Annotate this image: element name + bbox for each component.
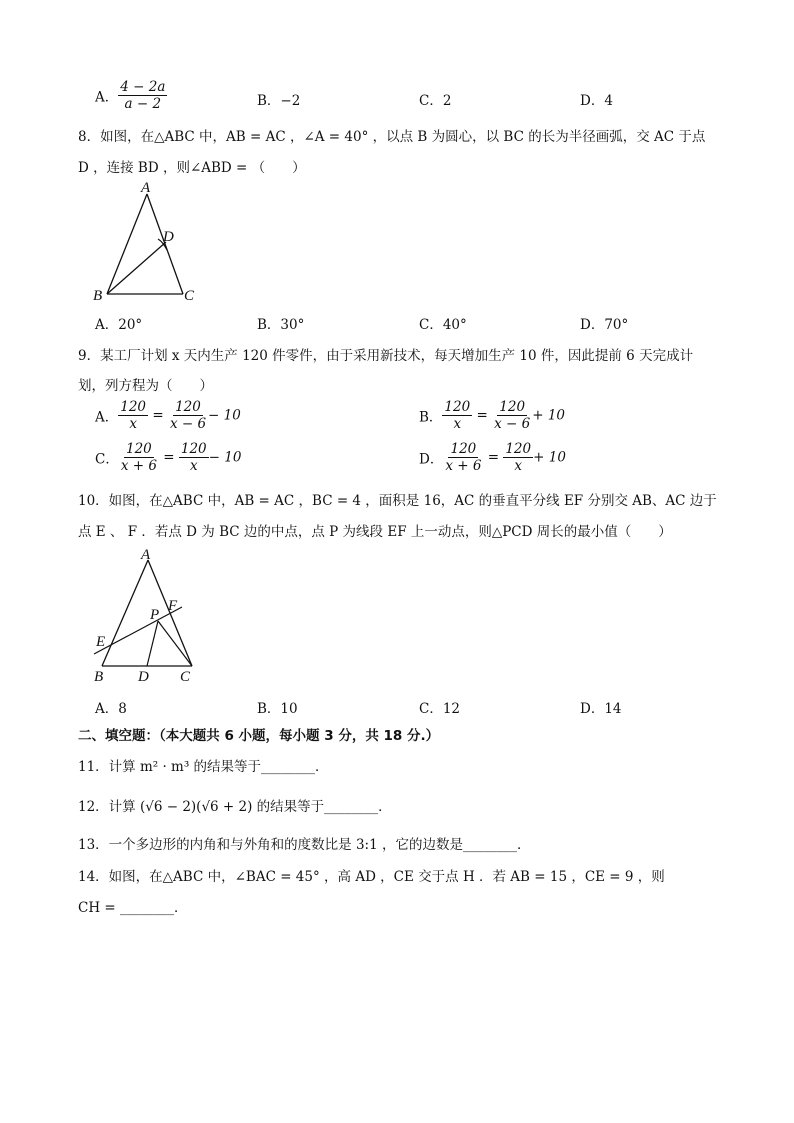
q9-option-c-n2: 120 [180,441,207,457]
q9-option-a-d2: x − 6 [169,416,207,433]
q9-option-b-label: B． [419,409,443,426]
q8-label-d: D [163,229,174,245]
q10-option-d: D．14 [580,701,622,717]
q9-option-b-d1: x [453,416,462,433]
q9-option-b-n2: 120 [499,399,526,415]
q11-stem: 11．计算 m² · m³ 的结果等于________． [78,759,329,775]
q9-option-c-frac2 [179,442,209,473]
q8-label-c: C [184,288,195,304]
q7-option-a [95,80,167,111]
q9-option-d-frac1 [443,442,483,473]
q9-stem-line2: 划，列方程为（ ） [78,378,213,394]
q10-side-ab [102,560,148,666]
q10-figure [88,544,218,684]
q9-option-d-d2: x [514,458,523,475]
q9-option-d-n2: 120 [505,441,532,457]
section-heading-fill-in: 二、填空题：（本大题共 6 小题，每小题 3 分，共 18 分.） [78,728,440,744]
q9-option-c-label: C． [95,451,119,468]
q8-option-d: D．70° [580,317,629,333]
q7-option-a-denominator: a − 2 [124,96,162,113]
q9-stem-line1: 9．某工厂计划 x 天内生产 120 件零件，由于采用新技术，每天增加生产 10 件，因此提前 6 天完成计 [78,348,694,364]
q8-figure [88,178,213,306]
q9-option-b-tail: + 10 [532,407,565,424]
q9-option-b-frac1 [442,400,472,431]
q10-label-f: F [168,598,178,614]
q9-option-d-n1: 120 [450,441,477,457]
q9-option-d: D． $\frac{120}{x + 6}$ = $\frac{120}{x}$ + 10 [419,441,566,475]
q8-stem-line2: D ，连接 BD ，则∠ABD = （ ） [78,160,306,176]
q9-option-c: C． $\frac{120}{x + 6}$ = $\frac{120}{x}$ − 10 [95,441,242,475]
q9-option-a-n1: 120 [120,399,147,415]
q9-option-b-d2: x − 6 [494,416,531,433]
q9-option-a-frac2 [168,400,208,431]
q9-option-b-frac2 [492,400,532,431]
q8-segment-bd [107,242,166,294]
q9-option-c-d2: x [189,458,198,475]
q12-stem: 12．计算 (√6 − 2)(√6 + 2) 的结果等于________． [78,799,392,815]
q9-option-d-frac2 [503,442,533,473]
q8-option-c: C．40° [419,317,467,333]
q9-option-a-n2: 120 [175,399,201,415]
q7-option-a-label: A． [95,89,119,106]
q10-label-p: P [150,607,160,623]
q9-option-a-tail: − 10 [208,407,241,424]
q8-label-b: B [93,288,103,304]
q10-option-a: A．8 [95,701,127,717]
q9-option-d-tail: + 10 [533,449,566,466]
q10-label-c: C [180,669,191,684]
q10-label-a: A [141,547,151,563]
q9-option-a-label: A． [95,409,119,426]
q8-option-a: A．20° [95,317,143,333]
q9-option-b: B． $\frac{120}{x}$ = $\frac{120}{x - 6}$ + 10 [419,399,565,433]
q10-segment-pc [158,621,192,666]
q8-option-b: B．30° [257,317,305,333]
q10-label-b: B [94,669,104,684]
q7-option-a-fraction [118,80,167,111]
q9-option-c-d1: x + 6 [120,458,157,475]
q8-stem-line1: 8．如图，在△ABC 中，AB = AC ，∠A = 40° ，以点 B 为圆心，以 BC 的长为半径画弧，交 AC 于点 [78,129,706,145]
q9-option-b-n1: 120 [444,399,471,415]
q7-option-b: B．−2 [257,93,301,109]
q9-option-a: A． $\frac{120}{x}$ = $\frac{120}{x - 6}$ − 10 [95,399,241,433]
q10-label-e: E [96,634,106,650]
q9-option-c-tail: − 10 [208,449,242,466]
q10-option-c: C．12 [419,701,461,717]
q9-option-d-label: D． [419,451,444,468]
q10-label-d: D [138,669,149,684]
q10-segment-pd [147,621,158,666]
q7-option-a-numerator: 4 − 2a [120,79,166,95]
q13-stem: 13．一个多边形的内角和与外角和的度数比是 3:1 ，它的边数是________． [78,837,531,853]
q9-option-d-d1: x + 6 [445,458,482,475]
q9-option-a-d1: x [129,416,137,433]
q8-label-a: A [141,180,151,196]
q14-stem-line2: CH = ________． [78,900,188,916]
q8-side-ab [107,194,147,294]
q10-stem-line2: 点 E 、 F ．若点 D 为 BC 边的中点，点 P 为线段 EF 上一动点，则△PCD 周长的最小值（ ） [78,524,672,540]
q9-option-c-n1: 120 [126,441,152,457]
q10-option-b: B．10 [257,701,298,717]
q14-stem-line1: 14．如图，在△ABC 中，∠BAC = 45° ，高 AD ，CE 交于点 H ．若 AB = 15 ，CE = 9 ，则 [78,869,665,885]
q10-line-ef [94,607,182,654]
q10-stem-line1: 10．如图，在△ABC 中，AB = AC ，BC = 4 ，面积是 16，AC 的垂直平分线 EF 分别交 AB、AC 边于 [78,493,717,509]
q7-option-c: C．2 [419,93,452,109]
q7-option-d: D．4 [580,93,613,109]
q9-option-c-frac1 [119,442,159,473]
q9-option-a-frac1 [118,400,148,431]
